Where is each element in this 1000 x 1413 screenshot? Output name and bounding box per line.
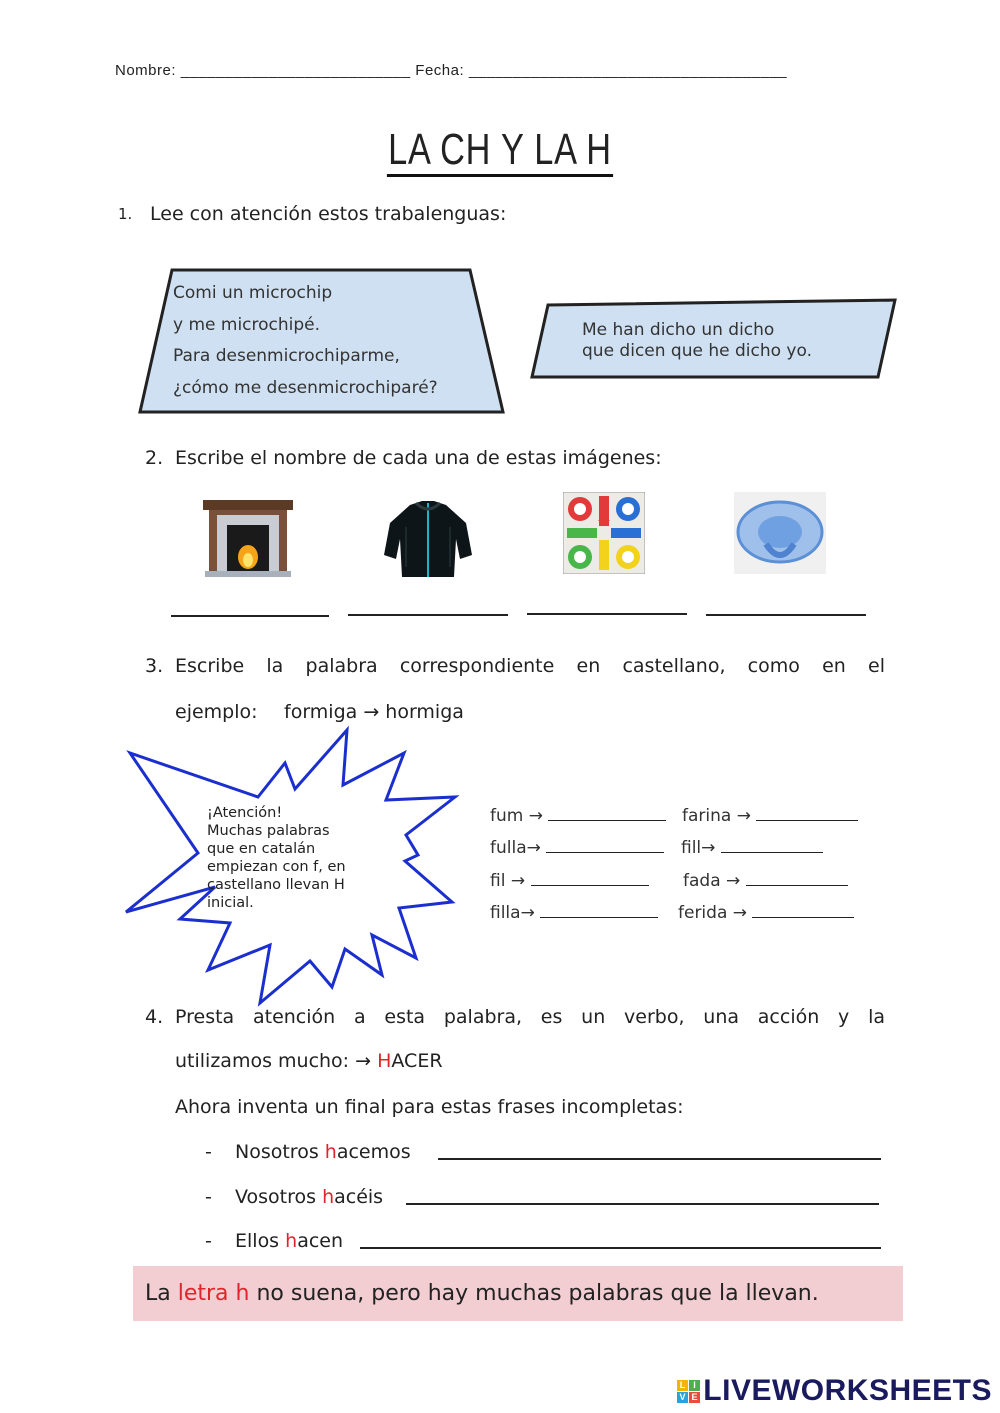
- q3-number: 3.: [145, 655, 164, 677]
- q3-text-2: ejemplo:: [175, 701, 258, 723]
- answer-line-parchis[interactable]: [527, 613, 687, 615]
- logo-mark-icon: L I V E: [677, 1380, 700, 1403]
- q4-sentence-3: Ellos hacen: [235, 1230, 344, 1252]
- q4-answer-line-2[interactable]: [406, 1203, 879, 1205]
- q4-instruction: Ahora inventa un final para estas frases incompletas:: [175, 1096, 684, 1118]
- tongue-twister-2: Me han dicho un dicho que dicen que he dicho yo.: [582, 320, 812, 361]
- q4-answer-line-3[interactable]: [360, 1247, 881, 1249]
- q2-text: Escribe el nombre de cada una de estas imágenes:: [175, 447, 662, 469]
- page-title: LA CH Y LA H: [110, 125, 890, 175]
- date-label: Fecha:: [415, 62, 465, 79]
- tongue-twister-1: Comi un microchip y me microchipé. Para desenmicrochiparme, ¿cómo me desenmicrochiparé?: [173, 283, 438, 398]
- q4-text-2: utilizamos mucho: → HACER: [175, 1050, 443, 1072]
- word-fum: fum →: [490, 806, 666, 826]
- q1-text: Lee con atención estos trabalenguas:: [150, 203, 507, 225]
- word-fill: fill→: [681, 838, 823, 858]
- word-fada: fada →: [683, 871, 848, 891]
- answer-line-jacket[interactable]: [348, 614, 508, 616]
- parchis-board-image: [563, 492, 645, 574]
- liveworksheets-logo: [677, 1374, 992, 1408]
- fireplace-image: [203, 497, 293, 579]
- name-blank[interactable]: __________________________: [180, 62, 411, 79]
- q4-dash-3: -: [205, 1230, 212, 1252]
- q4-sentence-2: Vosotros hacéis: [235, 1186, 384, 1208]
- answer-fulla[interactable]: [546, 852, 664, 853]
- answer-fil[interactable]: [531, 885, 649, 886]
- word-farina: farina →: [682, 806, 858, 826]
- q2-number: 2.: [145, 447, 164, 469]
- date-blank[interactable]: ____________________________________: [468, 62, 788, 79]
- word-fulla: fulla→: [490, 838, 664, 858]
- q4-sentence-1: Nosotros hacemos: [235, 1141, 411, 1163]
- answer-line-pacifier[interactable]: [706, 614, 866, 616]
- q3-example: formiga → hormiga: [284, 701, 464, 723]
- name-label: Nombre:: [115, 62, 177, 79]
- answer-filla[interactable]: [540, 917, 658, 918]
- pacifier-image: [734, 492, 826, 574]
- word-fil: fil →: [490, 871, 649, 891]
- logo-text: LIVEWORKSHEETS: [703, 1374, 992, 1407]
- answer-fill[interactable]: [721, 852, 823, 853]
- q4-dash-1: -: [205, 1141, 212, 1163]
- word-ferida: ferida →: [678, 903, 854, 923]
- answer-farina[interactable]: [756, 820, 858, 821]
- attention-note: ¡Atención! Muchas palabras que en catalán empiezan con f, en castellano llevan H inicial.: [207, 805, 346, 911]
- q4-number: 4.: [145, 1006, 164, 1028]
- q3-text: Escribe la palabra correspondiente en castellano, como en el: [175, 655, 885, 677]
- header-line: [115, 62, 787, 79]
- answer-ferida[interactable]: [752, 917, 854, 918]
- q4-answer-line-1[interactable]: [438, 1158, 881, 1160]
- answer-fada[interactable]: [746, 885, 848, 886]
- q4-text: Presta atención a esta palabra, es un verbo, una acción y la: [175, 1006, 885, 1028]
- jacket-image: [380, 497, 476, 583]
- answer-line-fireplace[interactable]: [171, 615, 329, 617]
- q4-dash-2: -: [205, 1186, 212, 1208]
- q1-number: 1.: [118, 205, 133, 223]
- answer-fum[interactable]: [548, 820, 666, 821]
- word-filla: filla→: [490, 903, 658, 923]
- rule-banner: La letra h no suena, pero hay muchas palabras que la llevan.: [133, 1266, 903, 1321]
